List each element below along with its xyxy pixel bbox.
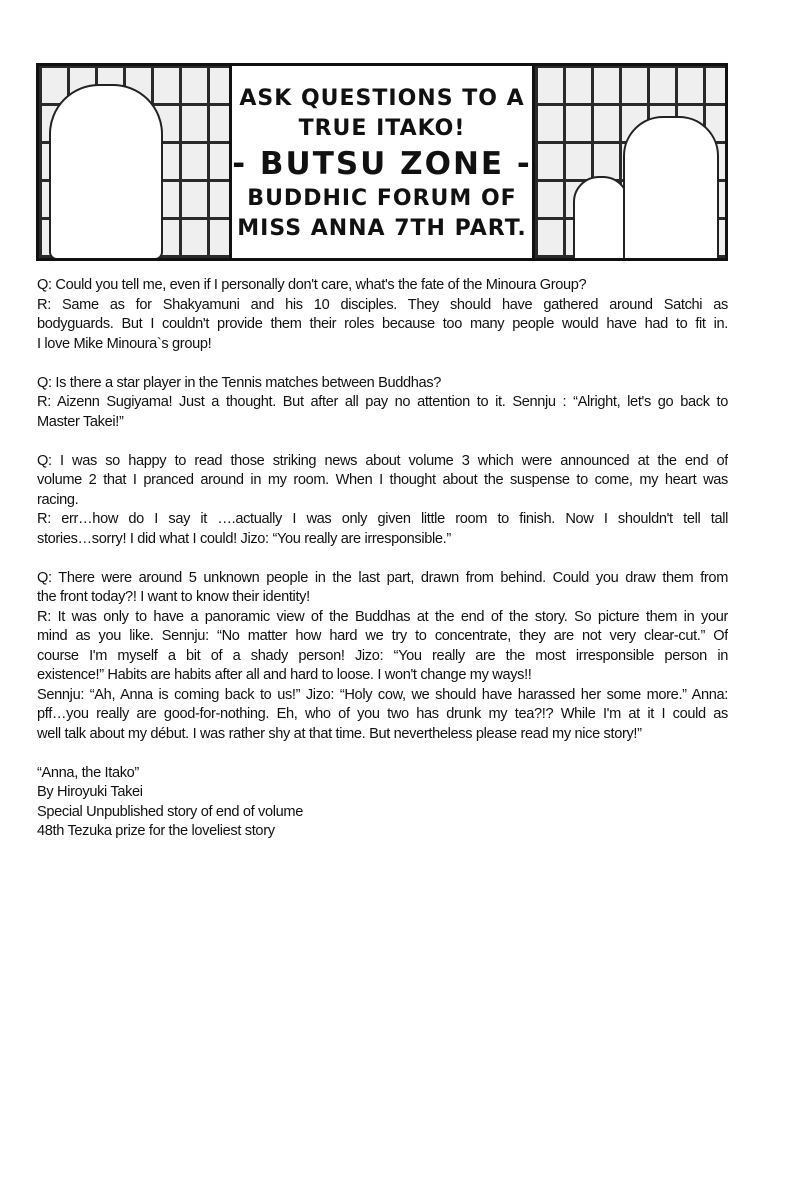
sennju-character-illustration xyxy=(623,116,719,261)
text-line: Q: I was so happy to read those striking news about volume 3 which were announced at the end of xyxy=(37,452,728,469)
qa-entry xyxy=(37,374,728,433)
text-line: bodyguards. But I couldn't provide them their roles because too many people would have had to fit in. xyxy=(37,316,728,332)
text-line: the front today?! I want to know their identity! xyxy=(37,589,310,605)
text-line: volume 2 that I pranced around in my room. When I thought about the suspense to come, my heart was xyxy=(37,472,728,488)
text-line: Q: There were around 5 unknown people in the last part, drawn from behind. Could you draw them from xyxy=(37,569,728,586)
text-line: R: Aizenn Sugiyama! Just a thought. But after all pay no attention to it. Sennju : “Alright, let's go back to xyxy=(37,394,728,410)
text-line: R: It was only to have a panoramic view of the Buddhas at the end of the story. So picture them in your xyxy=(37,608,728,625)
text-line: 48th Tezuka prize for the loveliest story xyxy=(37,823,275,839)
text-line: Special Unpublished story of end of volume xyxy=(37,803,303,820)
banner-line: TRUE ITAKO! xyxy=(298,116,466,141)
text-line: R: Same as for Shakyamuni and his 10 disciples. They should have gathered around Satchi as xyxy=(37,296,728,313)
text-line: racing. xyxy=(37,491,79,508)
text-line: R: err…how do I say it ….actually I was only given little room to finish. Now I shouldn't tell tall xyxy=(37,511,728,527)
text-line: Sennju: “Ah, Anna is coming back to us!” Jizo: “Holy cow, we should have harassed her some more.” Anna: xyxy=(37,686,728,703)
banner-line: ASK QUESTIONS TO A xyxy=(239,86,525,111)
text-line: well talk about my début. I was rather shy at that time. But nevertheless please read my nice story!” xyxy=(37,725,642,742)
banner-line: MISS ANNA 7TH PART. xyxy=(237,216,527,241)
text-line: existence!” Habits are habits after all and hard to loose. I won't change my ways!! xyxy=(37,667,532,683)
paragraph-gap xyxy=(37,744,728,764)
qa-entry xyxy=(37,276,728,354)
paragraph-gap xyxy=(37,354,728,374)
text-line: I love Mike Minoura`s group! xyxy=(37,335,212,352)
header-banner xyxy=(36,63,728,261)
text-line: stories…sorry! I did what I could! Jizo: “You really are irresponsible.” xyxy=(37,530,451,547)
text-line: pff…you really are good-for-nothing. Eh, who of you two has drunk my tea?!? While I'm at it I could as xyxy=(37,706,728,722)
jizo-character-illustration xyxy=(573,176,629,261)
forum-text xyxy=(37,276,728,842)
text-line: Master Takei!” xyxy=(37,413,124,430)
paragraph-gap xyxy=(37,549,728,569)
text-line: By Hiroyuki Takei xyxy=(37,784,143,800)
banner-heading: - BUTSU ZONE - xyxy=(232,146,532,182)
qa-entry xyxy=(37,569,728,745)
banner-title xyxy=(229,66,535,258)
left-illustration-panel xyxy=(39,66,229,258)
text-line: course I'm myself a bit of a shady person! Jizo: “You really are the most irresponsible person in xyxy=(37,647,728,664)
text-line: “Anna, the Itako” xyxy=(37,764,139,781)
story-credits xyxy=(37,764,728,842)
paragraph-gap xyxy=(37,432,728,452)
qa-entry xyxy=(37,452,728,550)
banner-line: BUDDHIC FORUM OF xyxy=(247,186,517,211)
text-line: Q: Is there a star player in the Tennis matches between Buddhas? xyxy=(37,374,442,391)
anna-character-illustration xyxy=(49,84,163,260)
text-line: Q: Could you tell me, even if I personally don't care, what's the fate of the Minoura Group? xyxy=(37,277,587,293)
right-illustration-panel xyxy=(535,66,725,258)
text-line: mind as you like. Sennju: “No matter how hard we try to concentrate, they are not very clear-cut.” Of xyxy=(37,628,728,644)
